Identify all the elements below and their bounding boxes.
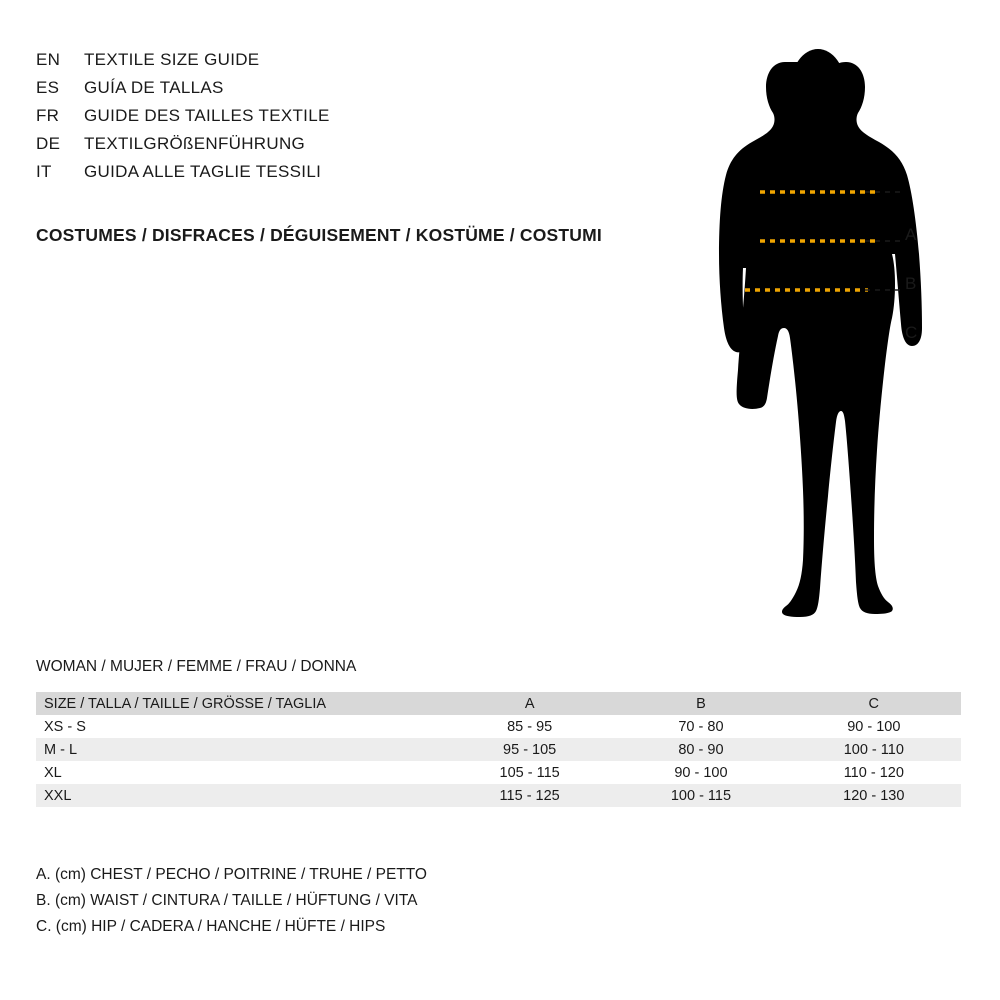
language-title: GUIDA ALLE TAGLIE TESSILI — [84, 162, 322, 181]
cell-b: 90 - 100 — [615, 761, 786, 784]
column-header-b: B — [615, 692, 786, 715]
cell-a: 85 - 95 — [444, 715, 615, 738]
cell-size: XL — [36, 761, 444, 784]
cell-size: XXL — [36, 784, 444, 807]
cell-c: 90 - 100 — [787, 715, 961, 738]
language-title: TEXTILGRÖßENFÜHRUNG — [84, 134, 306, 153]
cell-a: 115 - 125 — [444, 784, 615, 807]
cell-size: M - L — [36, 738, 444, 761]
measure-label-c: C — [905, 323, 918, 342]
language-code: DE — [36, 134, 61, 153]
language-code: FR — [36, 106, 60, 125]
language-title: TEXTILE SIZE GUIDE — [84, 50, 260, 69]
language-row — [36, 78, 676, 106]
cell-c: 120 - 130 — [787, 784, 961, 807]
column-header-size: SIZE / TALLA / TAILLE / GRÖSSE / TAGLIA — [36, 692, 444, 715]
footnote-c: C. (cm) HIP / CADERA / HANCHE / HÜFTE / HIPS — [36, 918, 386, 935]
column-header-a: A — [444, 692, 615, 715]
language-code: ES — [36, 78, 60, 97]
cell-a: 105 - 115 — [444, 761, 615, 784]
cell-b: 100 - 115 — [615, 784, 786, 807]
cell-c: 110 - 120 — [787, 761, 961, 784]
table-header-row — [36, 692, 961, 715]
size-table — [36, 692, 961, 807]
language-row — [36, 162, 676, 190]
costumes-subtitle: COSTUMES / DISFRACES / DÉGUISEMENT / KOSTÜME / COSTUMI — [36, 225, 602, 245]
footnote-a: A. (cm) CHEST / PECHO / POITRINE / TRUHE / PETTO — [36, 866, 427, 883]
table-title: WOMAN / MUJER / FEMME / FRAU / DONNA — [36, 658, 357, 675]
language-title: GUIDE DES TAILLES TEXTILE — [84, 106, 330, 125]
cell-b: 70 - 80 — [615, 715, 786, 738]
language-row — [36, 50, 676, 78]
table-body — [36, 715, 961, 807]
language-title: GUÍA DE TALLAS — [84, 78, 224, 97]
cell-size: XS - S — [36, 715, 444, 738]
language-row — [36, 106, 676, 134]
table-row — [36, 715, 961, 738]
table-row — [36, 738, 961, 761]
measure-label-b: B — [905, 274, 917, 293]
measure-label-a: A — [905, 225, 917, 244]
column-header-c: C — [787, 692, 961, 715]
table-row — [36, 784, 961, 807]
female-silhouette-icon — [690, 40, 980, 630]
language-code: IT — [36, 162, 52, 181]
footnotes — [36, 862, 736, 940]
cell-c: 100 - 110 — [787, 738, 961, 761]
footnote-b: B. (cm) WAIST / CINTURA / TAILLE / HÜFTUNG / VITA — [36, 892, 418, 909]
table-row — [36, 761, 961, 784]
table-header — [36, 692, 961, 715]
language-row — [36, 134, 676, 162]
cell-b: 80 - 90 — [615, 738, 786, 761]
language-code: EN — [36, 50, 61, 69]
language-list — [36, 50, 676, 190]
cell-a: 95 - 105 — [444, 738, 615, 761]
body-figure — [690, 40, 980, 630]
